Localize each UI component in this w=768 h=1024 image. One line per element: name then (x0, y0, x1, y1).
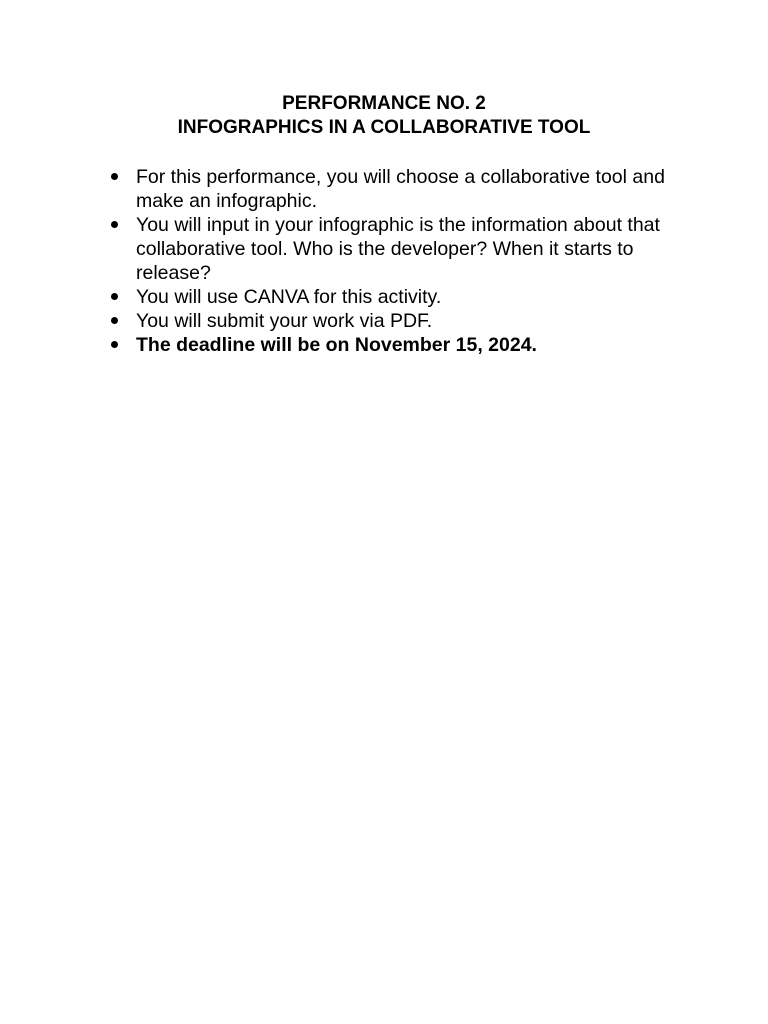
bullet-icon (111, 341, 118, 348)
list-item-text: You will submit your work via PDF. (136, 310, 433, 332)
list-item-text: For this performance, you will choose a collaborative tool and make an infographic. (136, 166, 665, 212)
list-item (107, 309, 687, 333)
list-item (107, 213, 687, 285)
bullet-icon (111, 221, 118, 228)
instruction-list (107, 165, 687, 357)
deadline-text: The deadline will be on November 15, 2024. (136, 334, 537, 356)
list-item (107, 285, 687, 309)
bullet-icon (111, 317, 118, 324)
deadline-item (107, 333, 687, 357)
bullet-icon (111, 293, 118, 300)
document-title (0, 92, 768, 140)
title-line-2: INFOGRAPHICS IN A COLLABORATIVE TOOL (177, 117, 591, 138)
title-line-1: PERFORMANCE NO. 2 (282, 93, 486, 114)
bullet-icon (111, 173, 118, 180)
list-item (107, 165, 687, 213)
list-item-text: You will input in your infographic is the information about that collaborative tool. Who is the developer? When it starts to release? (136, 214, 660, 284)
list-item-text: You will use CANVA for this activity. (136, 286, 442, 308)
